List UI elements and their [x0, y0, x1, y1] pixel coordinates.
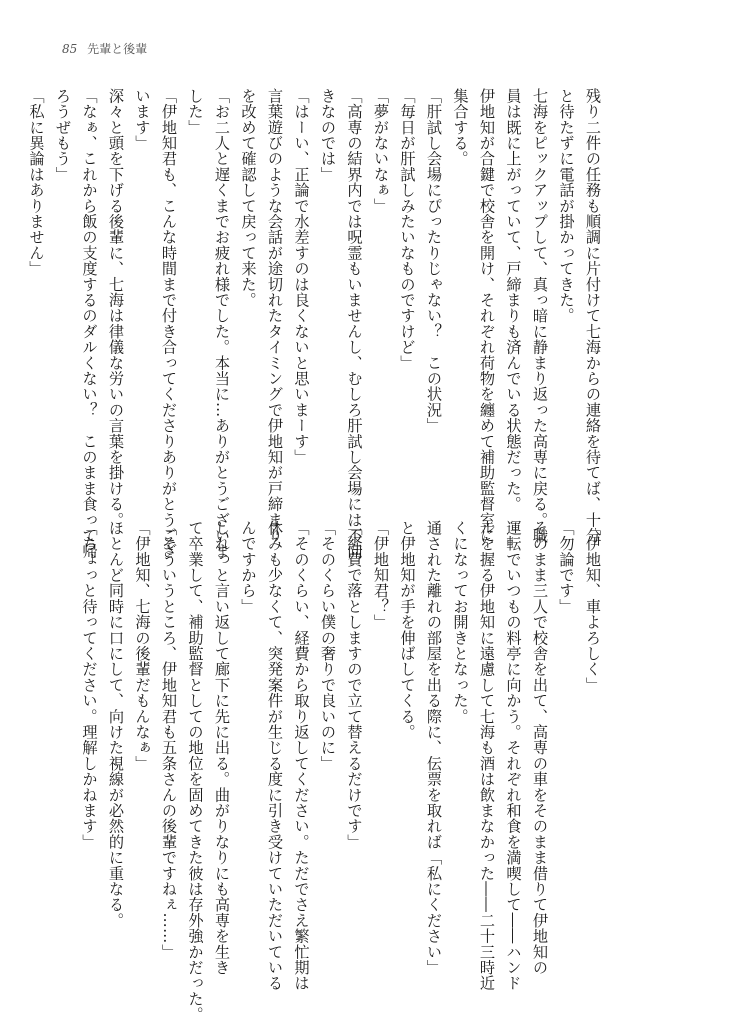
text-line: 「高専の結界内では呪霊もいませんし、むしろ肝試し会場には不向 [345, 88, 364, 559]
text-line: 言葉遊びのような会話が途切れたタイミングで伊地知が戸締まり [266, 88, 284, 544]
text-line: と待たずに電話が掛かってきた。 [557, 88, 576, 324]
text-line: と伊地知が手を伸ばしてくる。 [398, 520, 417, 740]
text-line: くになってお開きとなった。 [451, 520, 470, 725]
text-line: て卒業して、補助監督としての地位を固めてきた彼は存外強かだった。 [186, 520, 205, 1023]
text-line: そのまま三人で校舎を出て、高専の車をそのまま借りて伊地知の [531, 520, 549, 976]
text-line: 員は既に上がっていて、戸締まりも済んでいる状態だった。 [504, 88, 523, 512]
text-line: ろうぜもう」 [54, 88, 72, 183]
text-line: 「経費で落としますので立て替えるだけです」 [345, 520, 364, 850]
text-line: ほとんど同時に口にして、向けた視線が必然的に重なる。 [107, 520, 125, 929]
text-line: 「私に異論はありません」 [27, 88, 46, 277]
text-line: 伊地知が合鍵で校舎を開け、それぞれ荷物を纏めて補助監督室に [478, 88, 496, 544]
text-line: 「そのくらい僕の奢りで良いのに」 [319, 520, 337, 772]
book-title: 先輩と後輩 [87, 42, 148, 56]
text-line: した」 [186, 88, 205, 136]
text-line: んですから」 [239, 520, 258, 615]
text-line: 「なぁ、これから飯の支度するのダルくない？ このまま食って帰 [80, 88, 99, 559]
text-line: しれっと言い返して廊下に先に出る。曲がりなりにも高専を生き [213, 520, 231, 976]
text-line: きなのでは」 [319, 88, 337, 183]
text-line: 深々と頭を下げる後輩に、七海は律儀な労いの言葉を掛ける。 [107, 88, 125, 528]
text-line: 「はーい、正論で水差すのは良くないと思いまーす」 [292, 88, 311, 465]
text-line: 「伊地知、七海の後輩だもんなぁ」 [133, 520, 152, 772]
text-line: 通された離れの部屋を出る際に、伝票を取れば「私にください」 [425, 520, 443, 976]
text-line: 「お二人と遅くまでお疲れ様でした。本当に…ありがとうございま [213, 88, 231, 559]
text-line: 「そのくらい、経費から取り返してください。ただでさえ繁忙期は [292, 520, 311, 991]
text-line: 残り二件の任務も順調に片付けて七海からの連絡を待てば、十分 [584, 88, 602, 544]
text-line: 七海をピックアップして、真っ暗に静まり返った高専に戻る。職 [531, 88, 549, 544]
text-line: 運転でいつもの料亭に向かう。それぞれ和食を満喫して――ハンド [504, 520, 523, 991]
text-line: います」 [133, 88, 152, 151]
text-line: 「毎日が肝試しみたいなものですけど」 [398, 88, 417, 371]
text-line: ルを握る伊地知に遠慮して七海も酒は飲まなかった――二十三時近 [478, 520, 496, 991]
text-block-bottom [76, 520, 606, 1023]
text-block-top [23, 88, 606, 559]
text-line: 「ちょっと待ってください。理解しかねます」 [80, 520, 99, 850]
text-line: 「夢がないなぁ」 [372, 88, 390, 214]
page-number: 85 [62, 42, 78, 56]
text-line: 集合する。 [451, 88, 470, 167]
text-line: 「伊地知君？」 [372, 520, 390, 630]
page-header [62, 40, 147, 57]
text-line: 「肝試し会場にぴったりじゃない？ この状況」 [425, 88, 443, 434]
text-line: 「そういうところ、伊地知君も五条さんの後輩ですねぇ……」 [160, 520, 178, 960]
text-line: を改めて確認して戻って来た。 [239, 88, 258, 308]
text-line: 「伊地知君も、こんな時間まで付き合ってくださりありがとうござ [160, 88, 178, 559]
text-line: 休みも少なくて、突発案件が生じる度に引き受けていただいている [266, 520, 284, 991]
text-line: 「勿論です」 [557, 520, 576, 615]
text-line: 「伊地知、車よろしく」 [584, 520, 602, 693]
